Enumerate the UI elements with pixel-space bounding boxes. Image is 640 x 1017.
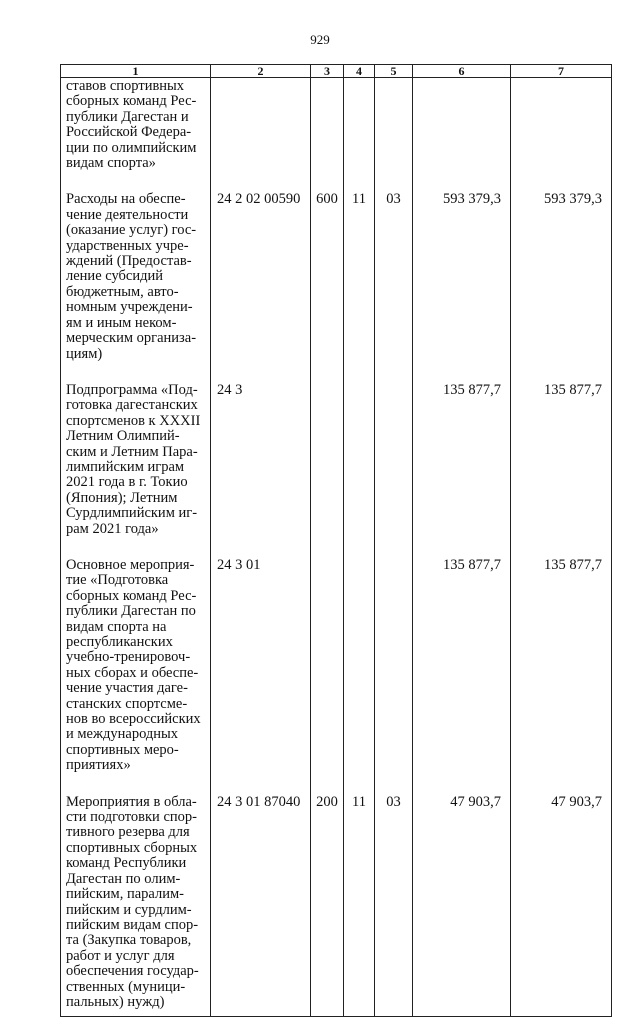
row-code: 24 3 xyxy=(211,362,311,537)
table-row xyxy=(61,774,612,1017)
row-col-3: 200 xyxy=(311,774,344,1017)
row-col-4 xyxy=(344,537,375,774)
table-row xyxy=(61,362,612,537)
column-header-7: 7 xyxy=(511,65,612,78)
column-header-2: 2 xyxy=(211,65,311,78)
column-header-1: 1 xyxy=(61,65,211,78)
row-col-3 xyxy=(311,78,344,172)
row-amount-6: 47 903,7 xyxy=(413,774,511,1017)
row-col-5 xyxy=(375,362,413,537)
column-header-4: 4 xyxy=(344,65,375,78)
row-code: 24 3 01 xyxy=(211,537,311,774)
row-col-5 xyxy=(375,78,413,172)
row-col-5: 03 xyxy=(375,774,413,1017)
table-row xyxy=(61,537,612,774)
row-amount-7: 135 877,7 xyxy=(511,537,612,774)
row-name: Мероприятия в обла- сти подготовки спор- тивного резерва для спортивных сборных команд Республики Дагестан по олим- пийским, паралим- пийским и сурдлим- пийским видам спор- та (Закупка товаров, работ и услуг для обеспечения государ- ственных (муници- пальных) нужд) xyxy=(61,774,211,1017)
row-col-5 xyxy=(375,537,413,774)
row-amount-6 xyxy=(413,78,511,172)
row-code: 24 2 02 00590 xyxy=(211,171,311,361)
row-amount-6: 593 379,3 xyxy=(413,171,511,361)
row-name: Основное мероприя- тие «Подготовка сборных команд Рес- публики Дагестан по видам спорта на республиканских учебно-тренировоч- ных сборах и обеспе- чение участия даге- станских спортсме- нов во всероссийских и международных спортивных меро- приятиях» xyxy=(61,537,211,774)
row-code xyxy=(211,78,311,172)
column-header-6: 6 xyxy=(413,65,511,78)
row-code: 24 3 01 87040 xyxy=(211,774,311,1017)
row-name: Расходы на обеспе- чение деятельности (оказание услуг) гос- ударственных учре- ждений (Предостав- ление субсидий бюджетным, авто- номным учреждени- ям и иным неком- мерческим организа- циям) xyxy=(61,171,211,361)
page-number: 929 xyxy=(310,32,330,47)
table-row xyxy=(61,171,612,361)
row-col-5: 03 xyxy=(375,171,413,361)
row-amount-6: 135 877,7 xyxy=(413,537,511,774)
row-amount-7: 47 903,7 xyxy=(511,774,612,1017)
row-col-4: 11 xyxy=(344,171,375,361)
row-amount-7: 135 877,7 xyxy=(511,362,612,537)
row-col-3: 600 xyxy=(311,171,344,361)
row-name: ставов спортивных сборных команд Рес- публики Дагестан и Российской Федера- ции по олимпийским видам спорта» xyxy=(61,78,211,172)
row-col-3 xyxy=(311,537,344,774)
row-amount-6: 135 877,7 xyxy=(413,362,511,537)
row-col-3 xyxy=(311,362,344,537)
row-name: Подпрограмма «Под- готовка дагестанских спортсменов к XXXII Летним Олимпий- ским и Летним Пара- лимпийским играм 2021 года в г. Токио (Япония); Летним Сурдлимпийским иг- рам 2021 года» xyxy=(61,362,211,537)
row-col-4 xyxy=(344,362,375,537)
table-row xyxy=(61,78,612,172)
column-header-5: 5 xyxy=(375,65,413,78)
column-header-3: 3 xyxy=(311,65,344,78)
row-amount-7 xyxy=(511,78,612,172)
budget-table xyxy=(60,64,612,1017)
row-col-4 xyxy=(344,78,375,172)
row-col-4: 11 xyxy=(344,774,375,1017)
table-header xyxy=(61,65,612,78)
row-amount-7: 593 379,3 xyxy=(511,171,612,361)
